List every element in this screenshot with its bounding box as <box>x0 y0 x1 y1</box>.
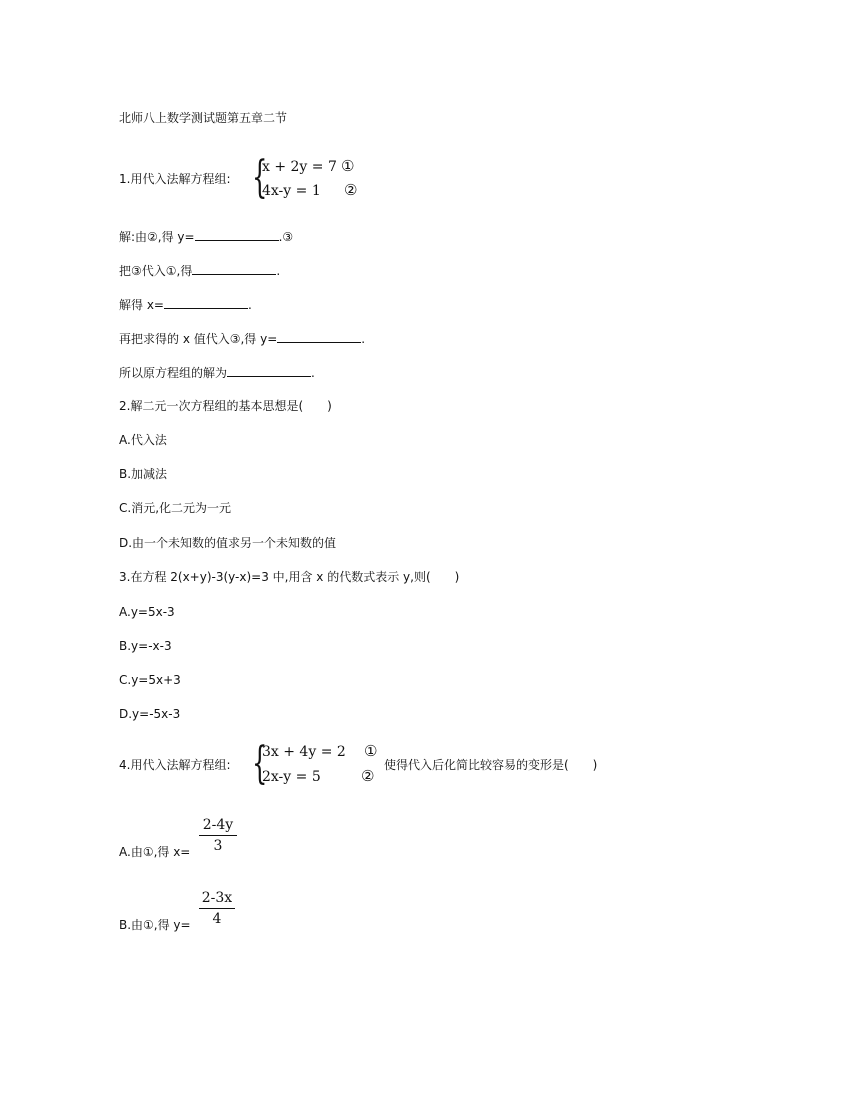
fraction-numerator: 2-3x <box>201 890 233 906</box>
q1-step-5 <box>119 364 315 381</box>
q4-mark-2: ② <box>361 767 375 785</box>
q1-mark-2: ② <box>344 181 358 199</box>
q2-option-d: D.由一个未知数的值求另一个未知数的值 <box>119 536 337 550</box>
answer-blank[interactable] <box>277 330 361 343</box>
left-brace: { <box>252 738 268 789</box>
q1-step-2-text: 把③代入①,得 <box>119 264 193 278</box>
answer-blank[interactable] <box>164 296 248 309</box>
q1-step-2-suffix: . <box>276 264 281 278</box>
q2-option-b: B.加减法 <box>119 467 168 481</box>
q1-step-2 <box>119 262 280 279</box>
q1-step-3 <box>119 296 252 313</box>
answer-blank[interactable] <box>192 262 276 275</box>
fraction-denominator: 4 <box>212 911 222 927</box>
fraction-bar <box>199 908 235 909</box>
fraction-bar <box>199 835 237 836</box>
fraction-denominator: 3 <box>213 838 223 854</box>
q4-option-a: A.由①,得 x= <box>119 845 191 859</box>
q3-option-a: A.y=5x-3 <box>119 605 175 619</box>
q1-stem: 1.用代入法解方程组: <box>119 172 231 186</box>
q3-option-b: B.y=-x-3 <box>119 639 172 653</box>
q4-stem: 4.用代入法解方程组: <box>119 758 231 772</box>
q1-equation-2: 4x-y = 1 <box>262 183 321 199</box>
q2-option-c: C.消元,化二元为一元 <box>119 501 232 515</box>
q4-option-a-fraction <box>199 817 237 854</box>
answer-blank[interactable] <box>195 228 279 241</box>
q3-option-c: C.y=5x+3 <box>119 673 181 687</box>
left-brace: { <box>252 152 268 203</box>
q1-equation-1: x + 2y = 7 <box>262 159 337 175</box>
q1-step-1-text: 解:由②,得 y= <box>119 230 195 244</box>
answer-blank[interactable] <box>227 364 311 377</box>
q1-step-4-text: 再把求得的 x 值代入③,得 y= <box>119 332 278 346</box>
q4-option-b-fraction <box>199 890 235 927</box>
q4-mark-1: ① <box>364 742 378 760</box>
q4-equation-2: 2x-y = 5 <box>262 769 321 785</box>
q1-mark-1: ① <box>341 157 355 175</box>
q1-step-5-text: 所以原方程组的解为 <box>119 366 228 380</box>
q1-step-1-suffix: .③ <box>278 230 294 244</box>
q1-step-1 <box>119 228 293 245</box>
fraction-numerator: 2-4y <box>202 817 234 833</box>
page-title: 北师八上数学测试题第五章二节 <box>119 111 288 125</box>
q4-stem-tail: 使得代入后化简比较容易的变形是( ) <box>384 758 598 772</box>
q1-step-3-suffix: . <box>247 298 252 312</box>
q4-option-b: B.由①,得 y= <box>119 918 191 932</box>
q3-option-d: D.y=-5x-3 <box>119 707 181 721</box>
q1-step-4 <box>119 330 365 347</box>
q2-stem: 2.解二元一次方程组的基本思想是( ) <box>119 399 332 413</box>
q1-step-4-suffix: . <box>361 332 366 346</box>
q3-stem: 3.在方程 2(x+y)-3(y-x)=3 中,用含 x 的代数式表示 y,则( ) <box>119 570 460 584</box>
q1-step-5-suffix: . <box>311 366 315 380</box>
q4-equation-1: 3x + 4y = 2 <box>262 744 346 760</box>
q2-option-a: A.代入法 <box>119 433 167 447</box>
q1-step-3-text: 解得 x= <box>119 298 164 312</box>
